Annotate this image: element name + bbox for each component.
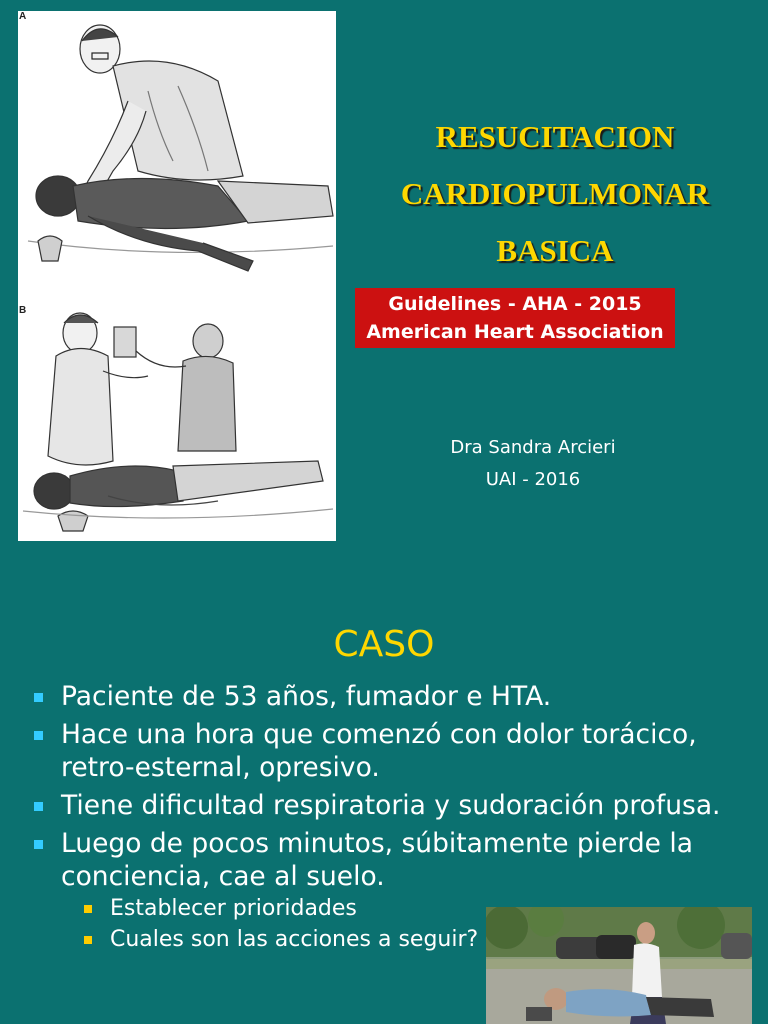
guidelines-line-2: American Heart Association (366, 321, 664, 343)
bullet-square-icon (34, 840, 43, 849)
bullet-text: Paciente de 53 años, fumador e HTA. (61, 681, 552, 712)
sub-bullet-square-icon (84, 936, 92, 944)
title-line-3: BASICA (496, 233, 614, 268)
cpr-illustration (18, 11, 336, 541)
guidelines-line-1: Guidelines - AHA - 2015 (388, 293, 642, 315)
bag (526, 1007, 552, 1021)
man-head (544, 988, 568, 1010)
case-slide (0, 560, 768, 1024)
car-2 (596, 935, 636, 959)
patient-a-head (36, 176, 80, 216)
case-heading: CASO (333, 624, 435, 665)
wall-aed (114, 327, 136, 357)
rescuer-b1-torso (48, 349, 113, 466)
sub-bullet-square-icon (84, 905, 92, 913)
rescuer-b2-head (193, 324, 223, 358)
bullet-item (34, 680, 754, 713)
panel-label-a: A (19, 11, 27, 22)
author-block (418, 432, 648, 496)
author-name: Dra Sandra Arcieri (450, 437, 616, 458)
bullet-item (34, 718, 754, 784)
bullet-square-icon (34, 731, 43, 740)
cpr-drawing (18, 11, 336, 541)
institution: UAI - 2016 (485, 469, 581, 490)
woman-head (637, 922, 655, 944)
bullet-square-icon (34, 693, 43, 702)
sub-bullet-text: Cuales son las acciones a seguir? (110, 927, 479, 952)
emergency-photo (486, 907, 752, 1024)
rescuer-b1-arm (103, 371, 148, 378)
street-scene-image (486, 907, 752, 1024)
rescuer-b2-arm (136, 351, 186, 367)
title-line-2: CARDIOPULMONAR (400, 176, 710, 211)
sub-bullet-text: Establecer prioridades (110, 896, 357, 921)
bullet-item (34, 789, 754, 822)
rescuer-b2-torso (178, 356, 236, 451)
man-pants (646, 997, 714, 1017)
bullet-text: Luego de pocos minutos, súbitamente pierde la conciencia, cae al suelo. (61, 828, 693, 892)
panel-label-b: B (19, 305, 27, 316)
bullet-square-icon (34, 802, 43, 811)
guidelines-badge (355, 288, 675, 348)
car-3 (721, 933, 752, 959)
bullet-text: Hace una hora que comenzó con dolor torácico, retro-esternal, opresivo. (61, 719, 697, 783)
mask-a (38, 236, 62, 261)
title-line-1: RESUCITACION (435, 119, 675, 154)
woman-shirt (632, 943, 662, 997)
bullet-text: Tiene dificultad respiratoria y sudoración profusa. (61, 790, 721, 821)
patient-b-legs (173, 461, 323, 501)
slide-title (360, 108, 750, 279)
patient-b-head (34, 473, 74, 509)
